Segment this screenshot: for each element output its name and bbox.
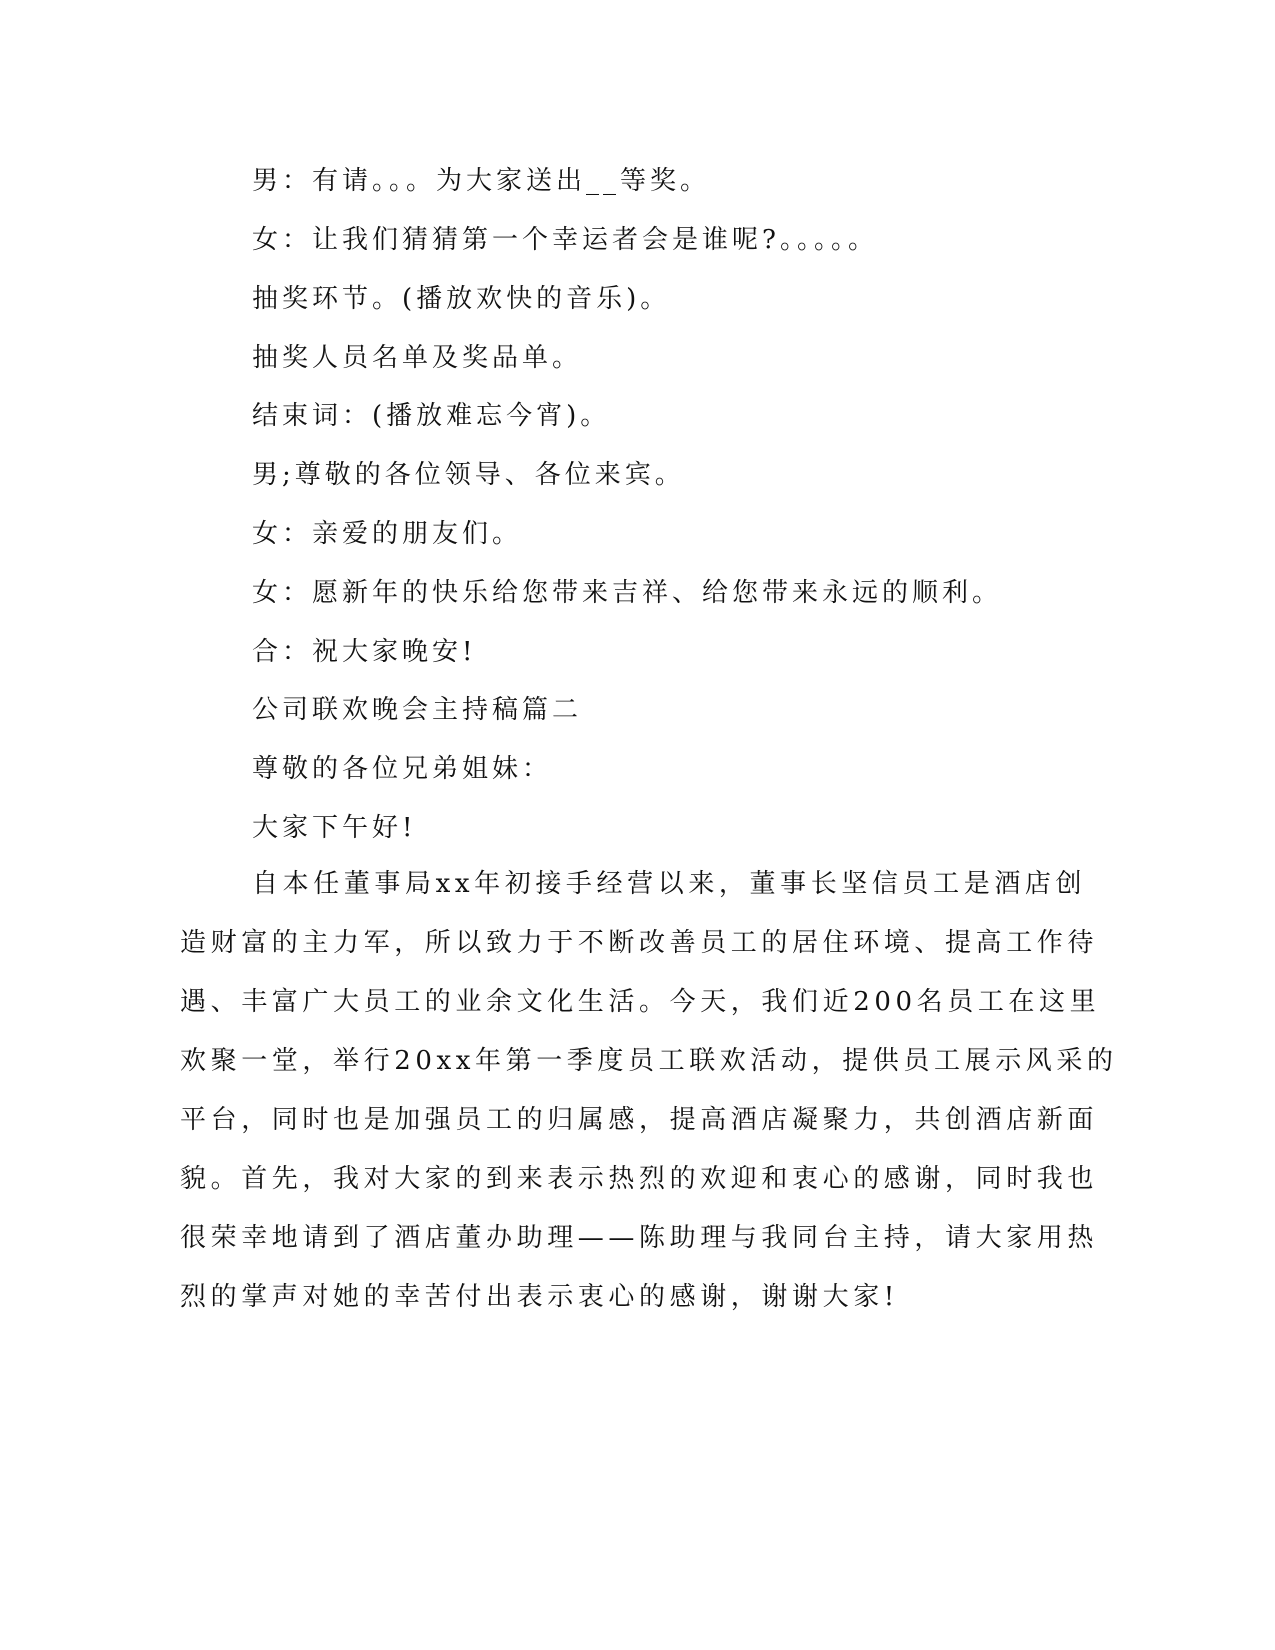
- paragraph-line: 貌。首先，我对大家的到来表示热烈的欢迎和衷心的感谢，同时我也: [180, 1164, 1099, 1194]
- paragraph-line: 欢聚一堂，举行20xx年第一季度员工联欢活动，提供员工展示风采的: [180, 1046, 1118, 1076]
- text-line: 男：有请。。。为大家送出__等奖。: [252, 166, 711, 196]
- text-line: 结束词：(播放难忘今宵)。: [252, 401, 611, 431]
- text-line: 女：亲爱的朋友们。: [252, 519, 523, 549]
- salutation: 尊敬的各位兄弟姐妹：: [252, 754, 553, 784]
- paragraph-line: 自本任董事局xx年初接手经营以来，董事长坚信员工是酒店创: [252, 869, 1087, 899]
- paragraph-line: 造财富的主力军，所以致力于不断改善员工的居住环境、提高工作待: [180, 928, 1099, 958]
- section-heading: 公司联欢晚会主持稿篇二: [252, 695, 583, 725]
- text-line: 女：让我们猜猜第一个幸运者会是谁呢?。。。。。: [252, 225, 878, 255]
- text-line: 女：愿新年的快乐给您带来吉祥、给您带来永远的顺利。: [252, 578, 1003, 608]
- text-line: 男;尊敬的各位领导、各位来宾。: [252, 460, 685, 490]
- text-line: 抽奖人员名单及奖品单。: [252, 343, 583, 373]
- text-line: 合：祝大家晚安!: [252, 637, 477, 667]
- paragraph-line: 遇、丰富广大员工的业余文化生活。今天，我们近200名员工在这里: [180, 987, 1101, 1017]
- paragraph-line: 很荣幸地请到了酒店董办助理——陈助理与我同台主持，请大家用热: [180, 1223, 1099, 1253]
- body-paragraph: [180, 864, 1118, 1336]
- paragraph-line: 烈的掌声对她的幸苦付出表示衷心的感谢，谢谢大家!: [180, 1282, 899, 1312]
- greeting: 大家下午好!: [252, 813, 417, 843]
- paragraph-line: 平台，同时也是加强员工的归属感，提高酒店凝聚力，共创酒店新面: [180, 1105, 1099, 1135]
- text-line: 抽奖环节。(播放欢快的音乐)。: [252, 284, 671, 314]
